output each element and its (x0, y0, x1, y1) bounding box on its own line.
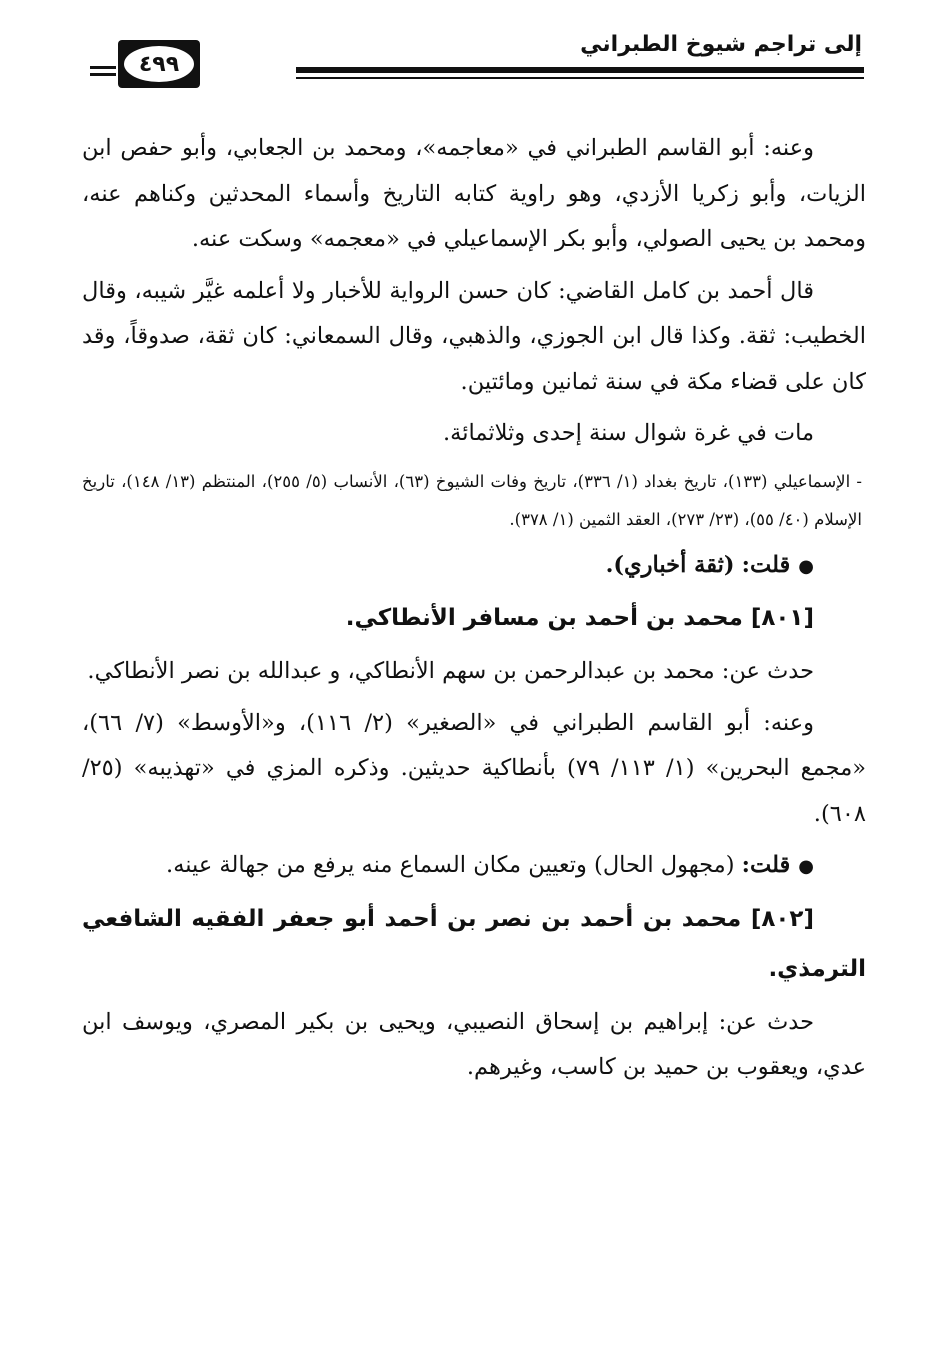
running-title: إلى تراجم شيوخ الطبراني (580, 32, 862, 57)
entry-heading-802: [٨٠٢] محمد بن أحمد بن نصر بن أحمد أبو جعفر الفقيه الشافعي الترمذي. (82, 905, 866, 982)
header-rule-left-top (90, 66, 116, 69)
paragraph-death: مات في غرة شوال سنة إحدى وثلاثمائة. (443, 420, 814, 446)
page-number: ٤٩٩ (124, 46, 194, 82)
header-rule-left-bottom (90, 73, 116, 76)
page-body (82, 126, 866, 1097)
bullet-icon: ● (798, 856, 814, 877)
paragraph-grading: قال أحمد بن كامل القاضي: كان حسن الرواية للأخبار ولا أعلمه غيَّر شيبه، وقال الخطيب: ثقة. وكذا قال ابن الجوزي، والذهبي، وقال السمعاني: كان ثقة، صدوقاً، وقد كان على قضاء مكة في سنة ثمانين ومائتين. (82, 277, 866, 395)
verdict-note-2 (82, 843, 866, 890)
bullet-icon: ● (798, 555, 814, 577)
verdict-note-1 (82, 543, 866, 590)
verdict-label: قلت: (741, 852, 791, 878)
verdict-label: قلت: (741, 551, 791, 578)
entry-heading-801: [٨٠١] محمد بن أحمد بن مسافر الأنطاكي. (345, 605, 814, 631)
header-rule-thick (296, 67, 864, 73)
paragraph-narrated-from: حدث عن: محمد بن عبدالرحمن بن سهم الأنطاكي، و عبدالله بن نصر الأنطاكي. (87, 658, 814, 684)
page-header (90, 26, 864, 96)
verdict-text: (مجهول الحال) وتعيين مكان السماع منه يرفع من جهالة عينه. (166, 852, 735, 878)
paragraph-narrators-from-2: وعنه: أبو القاسم الطبراني في «الصغير» (٢/ ١١٦)، و«الأوسط» (٧/ ٦٦)، «مجمع البحرين» (١/ ١١٣/ ٧٩) بأنطاكية حديثين. وذكره المزي في «تهذيبه» (٢٥/ ٦٠٨). (82, 709, 867, 827)
paragraph-narrators-from: وعنه: أبو القاسم الطبراني في «معاجمه»، ومحمد بن الجعابي، وأبو حفص ابن الزيات، وأبو زكريا الأزدي، وهو راوية كتابه التاريخ وأسماء المحدثين وكناهم عنه، ومحمد بن يحيى الصولي، وأبو بكر الإسماعيلي في «معجمه» وسكت عنه. (82, 135, 866, 252)
paragraph-narrated-from-2: حدث عن: إبراهيم بن إسحاق النصيبي، ويحيى بن بكير المصري، ويوسف ابن عدي، ويعقوب بن حميد بن كاسب، وغيرهم. (82, 1008, 866, 1080)
page-number-badge (118, 40, 200, 88)
references-list: - الإسماعيلي (١٣٣)، تاريخ بغداد (١/ ٣٣٦)، تاريخ وفات الشيوخ (٦٣)، الأنساب (٥/ ٢٥٥)، المنتظم (١٣/ ١٤٨)، تاريخ الإسلام (٤٠/ ٥٥)، (٢٣/ ٢٧٣)، العقد الثمين (١/ ٣٧٨). (82, 471, 863, 529)
header-rule-thin (296, 77, 864, 79)
verdict-text: (ثقة أخباري). (605, 551, 735, 578)
